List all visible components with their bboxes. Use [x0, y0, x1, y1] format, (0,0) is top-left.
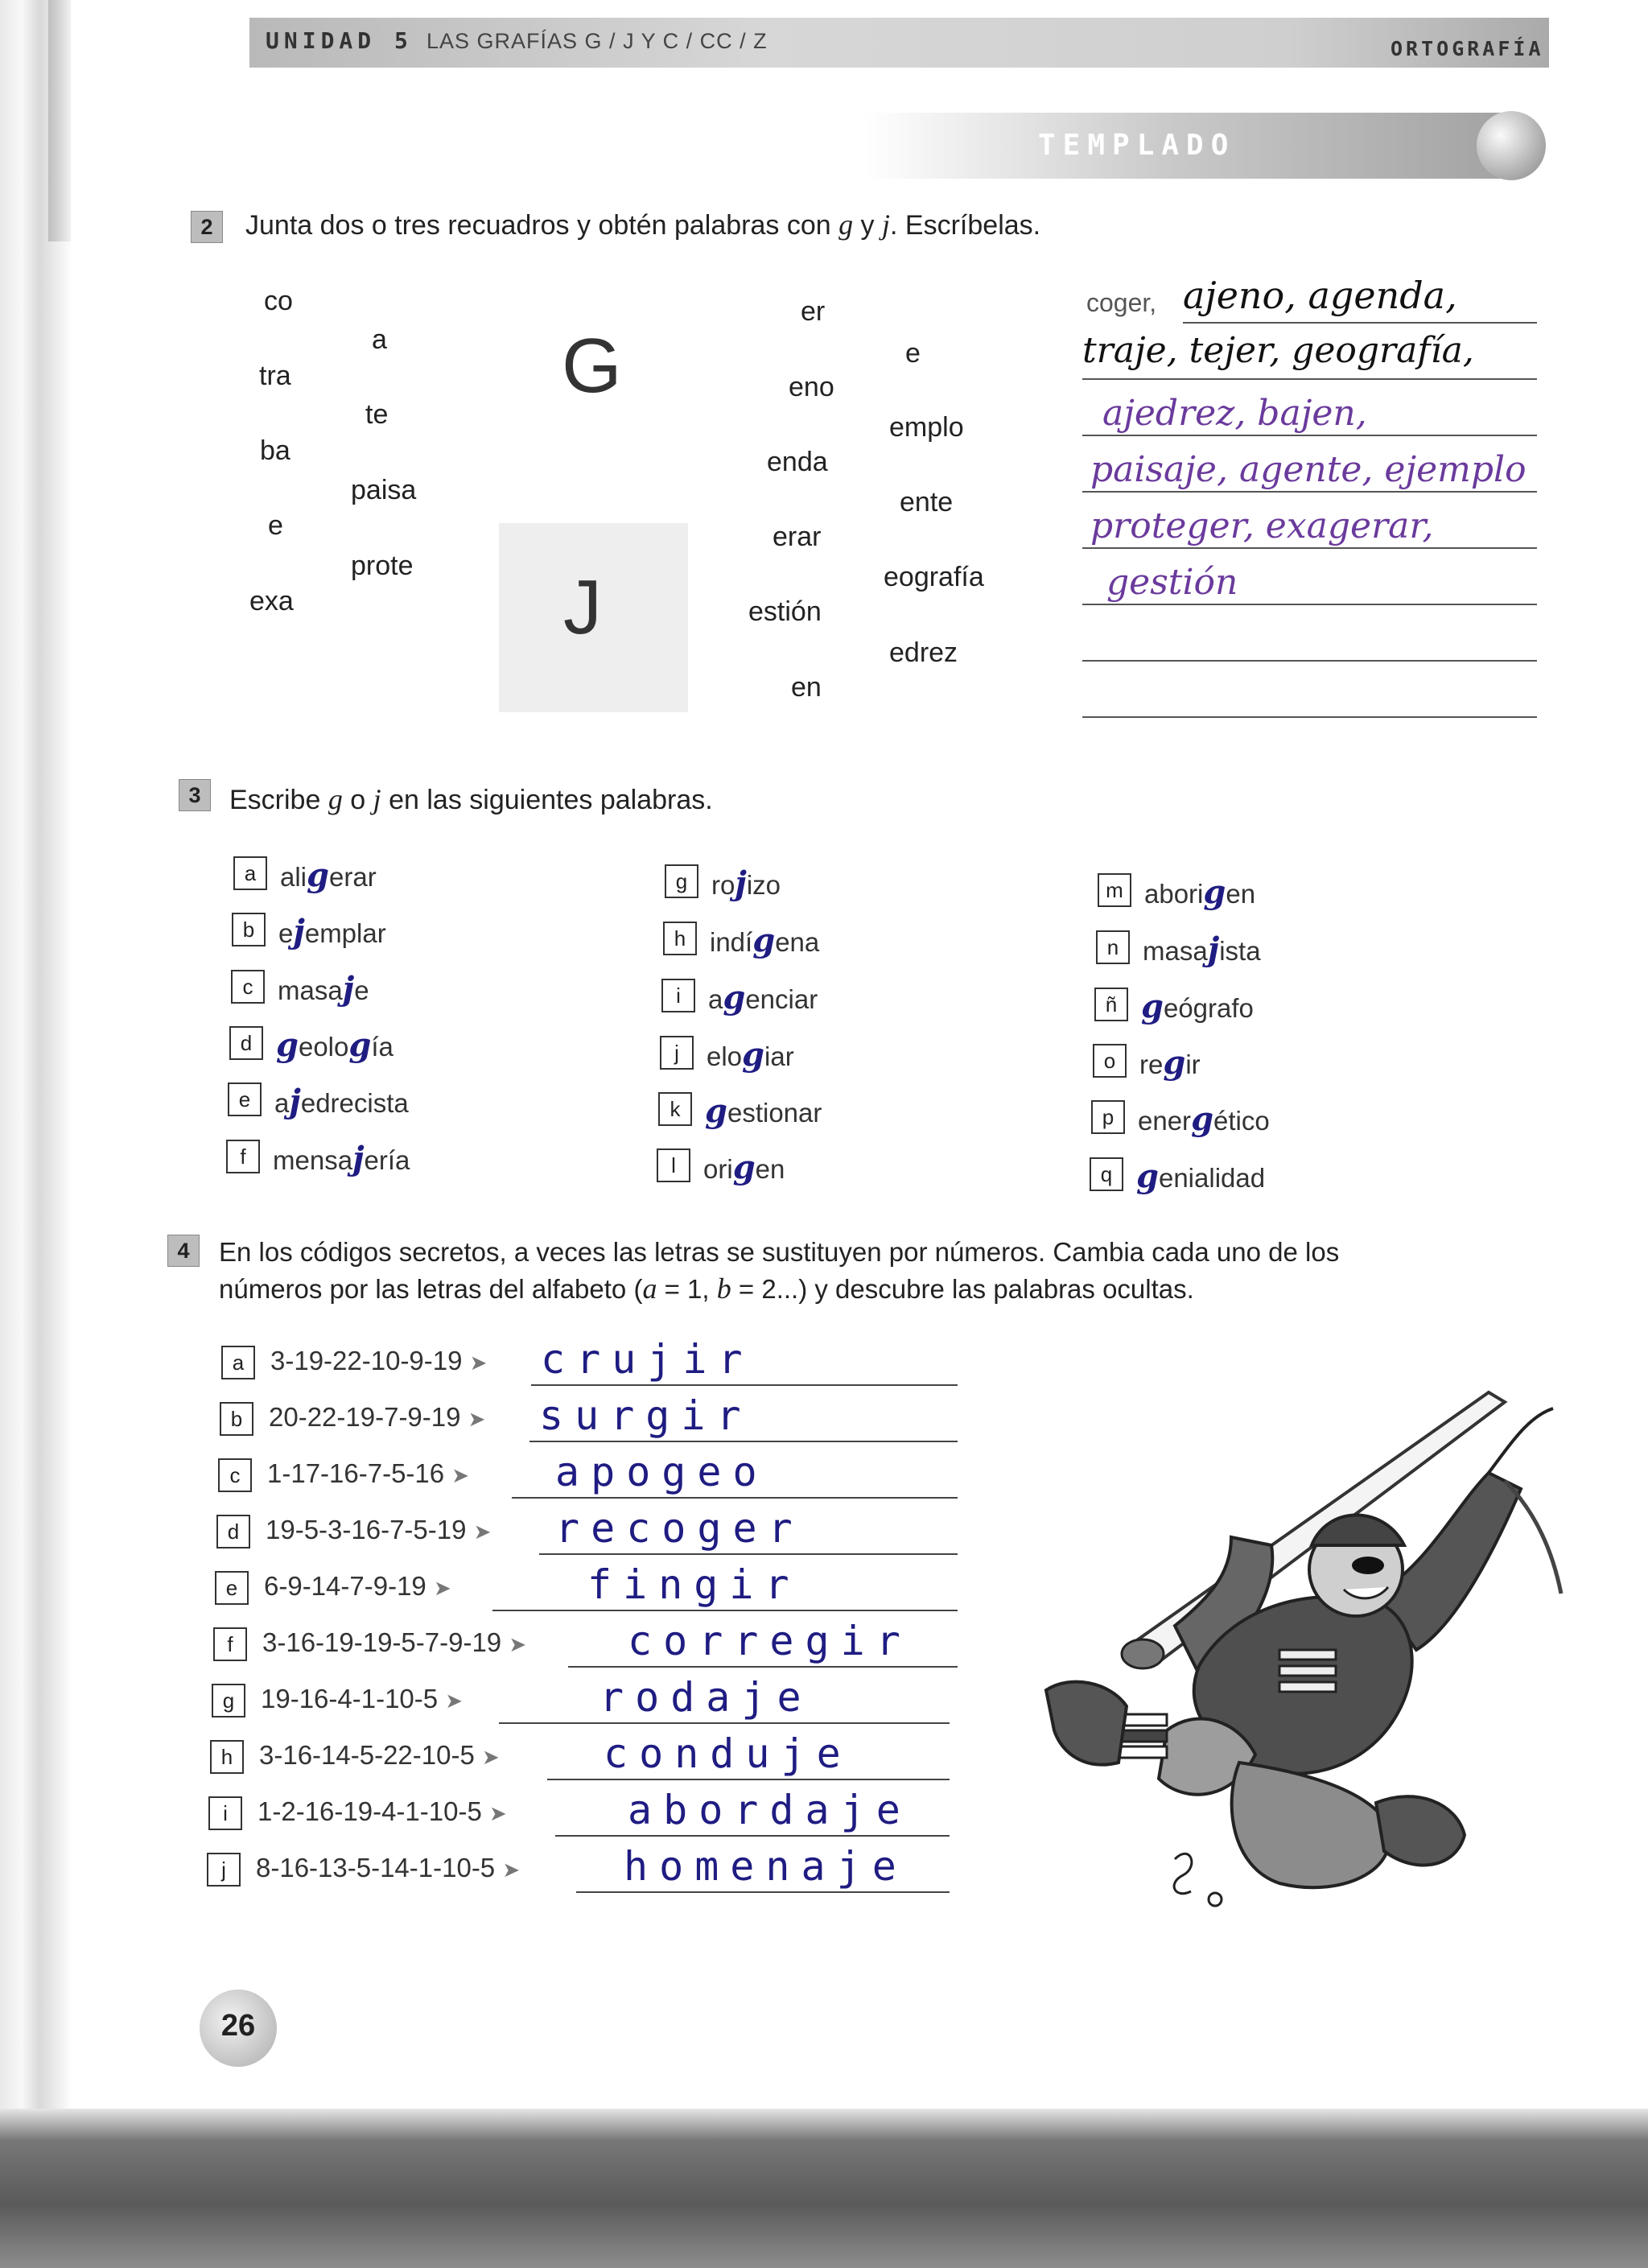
item-key-box: j [660, 1036, 694, 1070]
code-item: 20-22-19-7-9-19 ➤ [269, 1402, 486, 1432]
answer-printed-example: coger, [1086, 288, 1157, 317]
item-key-box: g [212, 1684, 245, 1717]
item-key-box: l [657, 1148, 690, 1182]
page-bottom-shadow [0, 2109, 1648, 2268]
syllable-card: e [268, 510, 283, 541]
syllable-card: tra [259, 361, 291, 391]
answer-line [499, 1722, 950, 1724]
item-key-box: f [226, 1140, 260, 1173]
decoded-answer[interactable]: conduje [604, 1730, 852, 1777]
code-item: 1-2-16-19-4-1-10-5 ➤ [258, 1796, 507, 1826]
big-letter-g: G [562, 323, 622, 409]
word-item[interactable]: geología [276, 1026, 393, 1064]
answer-line [576, 1891, 950, 1893]
syllable-card: co [264, 286, 293, 316]
answer-line [531, 1384, 958, 1386]
word-item[interactable]: origen [703, 1148, 785, 1186]
level-label: TEMPLADO [1038, 129, 1236, 162]
syllable-card: e [905, 338, 921, 369]
item-key-box: e [215, 1571, 249, 1605]
answer-line[interactable] [1082, 660, 1537, 662]
answer-line [492, 1610, 958, 1611]
syllable-card: edrez [889, 637, 958, 668]
item-key-box: c [218, 1458, 252, 1492]
code-item: 19-5-3-16-7-5-19 ➤ [266, 1515, 492, 1544]
pirate-illustration [1038, 1384, 1569, 1932]
answer-handwritten[interactable]: traje, tejer, geografía, [1082, 330, 1474, 371]
item-key-box: ñ [1094, 988, 1128, 1021]
syllable-card: erar [772, 522, 822, 552]
word-item[interactable]: masaje [278, 970, 369, 1008]
page-number: 26 [220, 2009, 256, 2043]
answer-handwritten[interactable]: paisaje, agente, ejemplo [1090, 449, 1526, 490]
item-key-box: b [232, 913, 266, 946]
word-item[interactable]: energético [1138, 1100, 1270, 1138]
answer-line [1082, 491, 1537, 493]
item-key-box: k [658, 1092, 692, 1126]
word-item[interactable]: masajista [1143, 930, 1261, 968]
syllable-card: te [365, 399, 389, 430]
answer-line [539, 1553, 958, 1555]
arrow-icon: ➤ [451, 1463, 470, 1487]
answer-line [1183, 322, 1537, 324]
word-item[interactable]: geógrafo [1141, 988, 1254, 1025]
answer-line [568, 1666, 958, 1668]
syllable-card: en [791, 672, 822, 703]
exercise-2-number: 2 [191, 211, 223, 243]
item-key-box: i [208, 1796, 242, 1830]
arrow-icon: ➤ [469, 1350, 488, 1375]
item-key-box: q [1090, 1157, 1123, 1191]
item-key-box: g [665, 864, 698, 898]
word-item[interactable]: agenciar [708, 979, 818, 1016]
word-item[interactable]: ejemplar [278, 913, 386, 950]
level-ball-icon [1477, 111, 1546, 180]
word-item[interactable]: rojizo [711, 864, 781, 902]
item-key-box: e [228, 1082, 262, 1116]
item-key-box: c [231, 970, 265, 1004]
syllable-card: paisa [351, 475, 417, 505]
answer-handwritten[interactable]: ajedrez, bajen, [1102, 393, 1367, 434]
syllable-card: a [372, 324, 387, 355]
exercise-3-number: 3 [179, 779, 211, 811]
decoded-answer[interactable]: apogeo [555, 1449, 768, 1495]
decoded-answer[interactable]: crujir [541, 1336, 754, 1383]
answer-line [1082, 547, 1537, 549]
code-item: 8-16-13-5-14-1-10-5 ➤ [256, 1853, 521, 1882]
word-item[interactable]: mensajería [273, 1140, 410, 1177]
syllable-card: eografía [884, 562, 984, 592]
code-item: 3-19-22-10-9-19 ➤ [270, 1346, 488, 1375]
syllable-card: exa [249, 586, 294, 616]
answer-line [512, 1497, 958, 1499]
unit-label: UNIDAD 5 [266, 27, 413, 54]
item-key-box: h [210, 1740, 244, 1774]
arrow-icon: ➤ [482, 1745, 500, 1769]
word-item[interactable]: elogiar [707, 1036, 794, 1074]
syllable-card: emplo [889, 412, 964, 443]
item-key-box: n [1096, 930, 1130, 964]
decoded-answer[interactable]: recoger [555, 1505, 804, 1552]
arrow-icon: ➤ [502, 1858, 521, 1882]
code-item: 3-16-14-5-22-10-5 ➤ [259, 1740, 500, 1770]
word-item[interactable]: indígena [710, 922, 820, 959]
arrow-icon: ➤ [488, 1801, 507, 1825]
item-key-box: j [207, 1853, 241, 1887]
answer-handwritten[interactable]: gestión [1106, 562, 1238, 603]
word-item[interactable]: genialidad [1136, 1157, 1266, 1195]
answer-handwritten[interactable]: proteger, exagerar, [1090, 505, 1434, 546]
syllable-card: ba [260, 435, 290, 466]
item-key-box: p [1091, 1100, 1125, 1134]
code-item: 19-16-4-1-10-5 ➤ [261, 1684, 464, 1713]
decoded-answer[interactable]: rodaje [599, 1674, 813, 1721]
exercise-3-instruction: Escribe g o j en las siguientes palabras. [229, 783, 713, 815]
decoded-answer[interactable]: corregir [628, 1618, 912, 1664]
word-item[interactable]: gestionar [705, 1092, 822, 1130]
word-item[interactable]: ajedrecista [274, 1082, 409, 1120]
code-item: 3-16-19-19-5-7-9-19 ➤ [262, 1627, 527, 1657]
word-item[interactable]: aborigen [1144, 873, 1256, 911]
item-key-box: d [229, 1026, 263, 1060]
decoded-answer[interactable]: abordaje [628, 1787, 912, 1833]
syllable-card: er [801, 296, 826, 327]
decoded-answer[interactable]: fingir [587, 1561, 801, 1608]
item-key-box: a [233, 856, 267, 890]
item-key-box: b [220, 1402, 253, 1436]
word-item[interactable]: aligerar [280, 856, 377, 894]
answer-line [555, 1835, 950, 1837]
arrow-icon: ➤ [509, 1632, 527, 1656]
exercise-4-instruction-line2: números por las letras del alfabeto (a = 1, b = 2...) y descubre las palabras ocultas. [219, 1272, 1194, 1305]
item-key-box: a [221, 1346, 255, 1379]
answer-line[interactable] [1082, 716, 1537, 718]
answer-line [1082, 604, 1537, 605]
syllable-card: prote [351, 551, 414, 581]
answer-handwritten[interactable]: ajeno, agenda, [1183, 274, 1457, 317]
word-item[interactable]: regir [1139, 1044, 1201, 1082]
item-key-box: m [1098, 873, 1131, 907]
item-key-box: h [663, 922, 697, 955]
answer-line [1082, 378, 1537, 380]
item-key-box: d [216, 1515, 250, 1548]
syllable-card: estión [748, 596, 822, 627]
syllable-card: ente [900, 487, 954, 518]
decoded-answer[interactable]: homenaje [624, 1843, 908, 1890]
big-letter-j: J [563, 564, 602, 650]
section-label: ORTOGRAFÍA [1390, 37, 1544, 60]
arrow-icon: ➤ [473, 1520, 492, 1544]
page-left-edge [0, 0, 72, 2268]
answer-line [547, 1779, 950, 1780]
syllable-card: enda [767, 447, 828, 477]
item-key-box: i [661, 979, 695, 1012]
decoded-answer[interactable]: surgir [539, 1392, 752, 1439]
item-key-box: f [213, 1627, 247, 1661]
answer-line [1082, 435, 1537, 436]
arrow-icon: ➤ [433, 1576, 451, 1600]
code-item: 1-17-16-7-5-16 ➤ [267, 1458, 470, 1488]
page-binding [48, 0, 71, 241]
arrow-icon: ➤ [445, 1689, 464, 1713]
item-key-box: o [1093, 1044, 1127, 1078]
exercise-2-instruction: Junta dos o tres recuadros y obtén palabras con g y j. Escríbelas. [245, 208, 1041, 241]
syllable-card: eno [789, 372, 834, 402]
unit-topic: LAS GRAFÍAS G / J Y C / CC / Z [426, 29, 768, 53]
exercise-4-instruction-line1: En los códigos secretos, a veces las letras se sustituyen por números. Cambia cada uno de los [219, 1237, 1340, 1267]
answer-line [529, 1441, 958, 1442]
arrow-icon: ➤ [468, 1407, 486, 1431]
code-item: 6-9-14-7-9-19 ➤ [264, 1571, 451, 1601]
exercise-4-number: 4 [167, 1235, 200, 1267]
